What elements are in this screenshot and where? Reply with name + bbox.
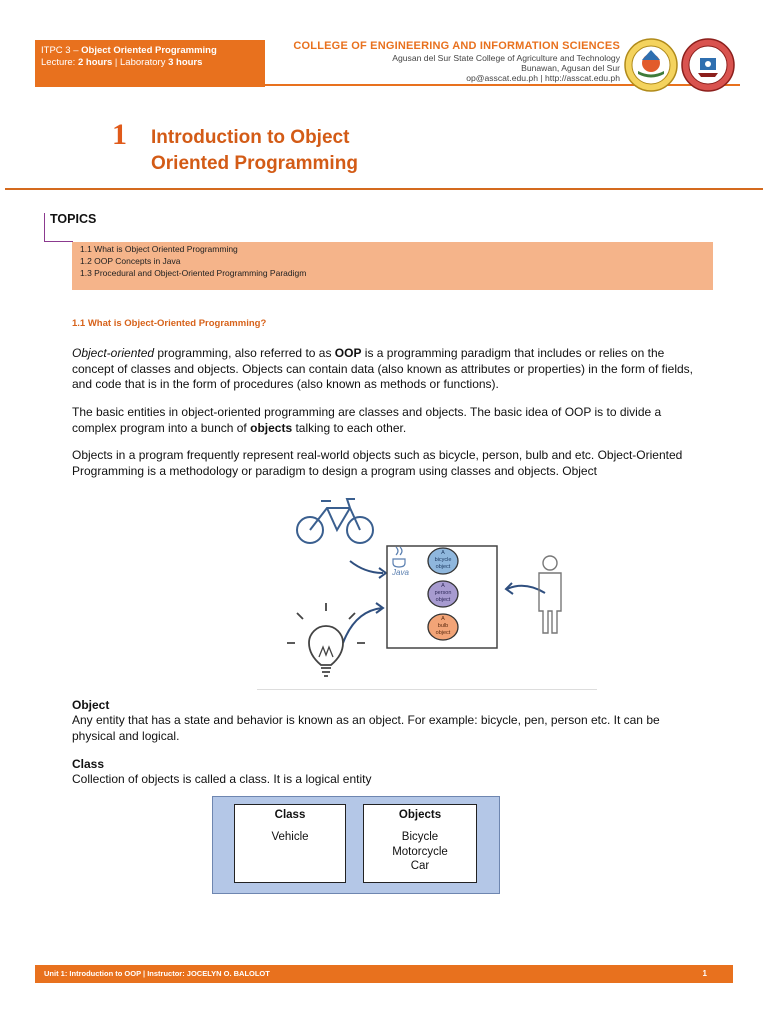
course-info-box xyxy=(35,40,265,87)
svg-text:A: A xyxy=(441,616,445,622)
svg-text:bicycle: bicycle xyxy=(434,557,452,563)
svg-text:object: object xyxy=(435,564,451,570)
chapter-title-line-2: Oriented Programming xyxy=(151,153,358,174)
title-rule xyxy=(5,188,763,190)
bicycle-object xyxy=(428,548,458,574)
class-value: Vehicle xyxy=(271,831,309,843)
school-name: Agusan del Sur State College of Agriculture and Technology xyxy=(392,53,620,63)
topic-item: 1.1 What is Object Oriented Programming xyxy=(80,244,238,254)
svg-text:bulb: bulb xyxy=(437,623,449,629)
objects-cell xyxy=(363,804,477,883)
object-item: Bicycle xyxy=(401,831,439,843)
person-icon xyxy=(539,556,561,633)
svg-text:object: object xyxy=(435,597,451,603)
svg-text:A: A xyxy=(441,583,445,589)
chapter-number: 1 xyxy=(112,118,127,151)
object-heading: Object xyxy=(72,698,110,712)
java-label: Java xyxy=(392,568,409,577)
object-item: Motorcycle xyxy=(392,845,448,858)
footer-text: Unit 1: Introduction to OOP | Instructor: JOCELYN O. BALOLOT xyxy=(44,969,270,978)
footer-bar xyxy=(35,965,733,983)
svg-text:A: A xyxy=(441,550,445,556)
department-seal-icon xyxy=(681,38,735,92)
topics-box xyxy=(72,242,713,290)
hours-line: Lecture: 2 hours | Laboratory 3 hours xyxy=(41,57,203,68)
bulb-object xyxy=(428,614,458,640)
school-contact: op@asscat.edu.ph | http://asscat.edu.ph xyxy=(466,73,620,83)
page-number: 1 xyxy=(702,969,707,978)
lightbulb-icon xyxy=(287,603,365,676)
class-definition: Collection of objects is called a class. It is a logical entity xyxy=(72,772,372,786)
paragraph-real-world: Objects in a program frequently represent real-world objects such as bicycle, person, bulb and etc. Object-Oriented Programming is a methodology or paradigm to design a program using classes and objects. Object xyxy=(72,448,683,478)
college-name: COLLEGE OF ENGINEERING AND INFORMATION SCIENCES xyxy=(293,40,620,52)
person-object xyxy=(428,581,458,607)
school-address: Bunawan, Agusan del Sur xyxy=(521,63,620,73)
svg-text:object: object xyxy=(435,630,451,636)
class-heading: Class xyxy=(72,757,105,771)
diagram-baseline xyxy=(257,689,597,690)
objects-header: Objects xyxy=(398,809,442,821)
class-header: Class xyxy=(274,809,306,821)
svg-text:person: person xyxy=(434,590,452,596)
college-seal-icon xyxy=(624,38,678,92)
oop-diagram xyxy=(255,493,600,693)
arrow-bulb xyxy=(343,608,382,643)
course-line: ITPC 3 – Object Oriented Programming xyxy=(41,45,217,56)
topic-item: 1.3 Procedural and Object-Oriented Programming Paradigm xyxy=(80,268,307,278)
paragraph-oop-definition: Object-oriented programming, also referred to as OOP is a programming paradigm that includes or relies on the concept of classes and objects. Objects can contain data (also known as attributes or properties) in the form of fields, and code that is in the form of procedures (also known as methods or functions). xyxy=(72,346,693,391)
chapter-title xyxy=(151,125,451,177)
arrow-bicycle xyxy=(350,561,383,573)
bicycle-icon xyxy=(297,499,373,543)
object-definition: Any entity that has a state and behavior is known as an object. For example: bicycle, pen, person etc. It can be physical and logical. xyxy=(72,713,660,743)
class-objects-table xyxy=(212,796,500,894)
section-heading: 1.1 What is Object-Oriented Programming? xyxy=(72,318,267,329)
paragraph-basic-entities: The basic entities in object-oriented programming are classes and objects. The basic idea of OOP is to divide a complex program into a bunch of objects talking to each other. xyxy=(72,405,662,435)
chapter-title-line-1: Introduction to Object xyxy=(151,127,350,148)
object-item: Car xyxy=(410,860,430,872)
class-cell xyxy=(234,804,346,883)
topics-label: TOPICS xyxy=(50,212,97,226)
topic-item: 1.2 OOP Concepts in Java xyxy=(80,256,181,266)
